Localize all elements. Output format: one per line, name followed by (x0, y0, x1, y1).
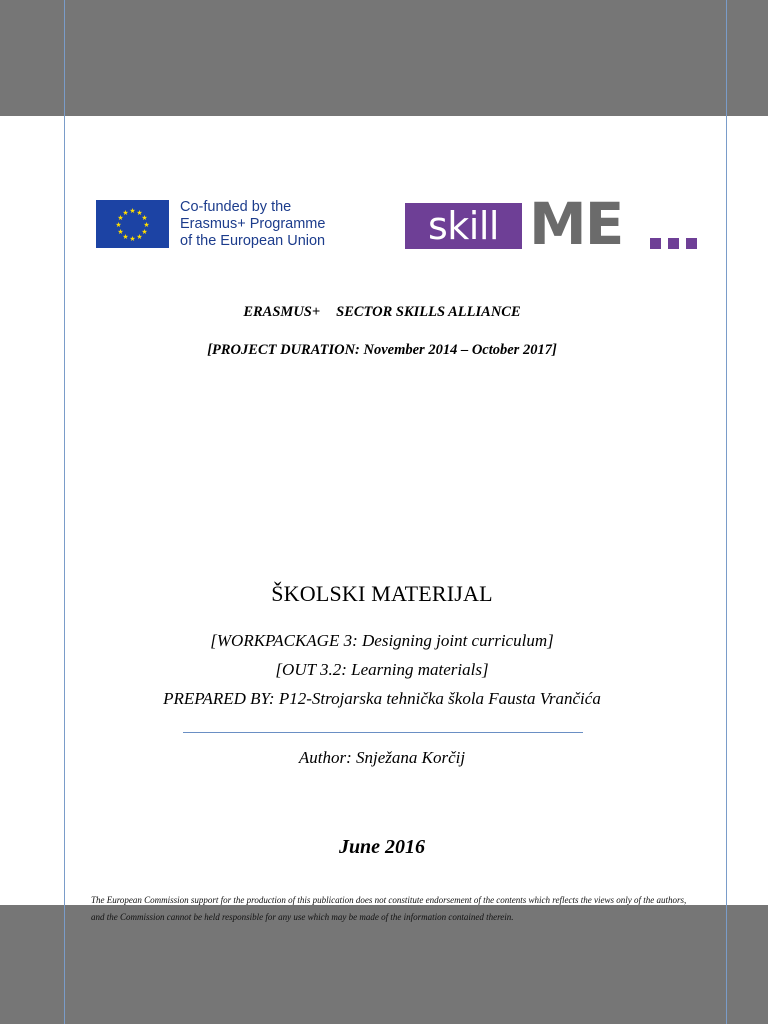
svg-text:★: ★ (115, 221, 122, 229)
divider-line (183, 732, 583, 733)
eu-text-line2: Erasmus+ Programme (180, 216, 326, 232)
eu-text-line1: Co-funded by the (180, 199, 292, 215)
ec-disclaimer: The European Commission support for the production of this publication does not constitute endorsement of the contents which reflects the views only of the authors, and the Commission cannot be held responsible for any use which may be made of the information contained therein. (91, 895, 687, 922)
project-duration: [PROJECT DURATION: November 2014 – October 2017] (207, 342, 557, 358)
skillme-logo-skill: skill (405, 203, 522, 249)
svg-text:★: ★ (141, 228, 148, 236)
page-border-right-outer (726, 0, 727, 1024)
svg-text:★: ★ (141, 214, 148, 222)
svg-text:★: ★ (136, 233, 143, 241)
svg-text:★: ★ (129, 207, 136, 215)
page-border-left-outer (64, 0, 65, 1024)
program-name: ERASMUS+ (243, 304, 321, 320)
program-line (74, 304, 690, 321)
prepared-by-line: PREPARED BY: P12-Strojarska tehnička škola Fausta Vrančića (163, 689, 601, 708)
svg-text:★: ★ (136, 209, 143, 217)
svg-text:★: ★ (122, 209, 129, 217)
skillme-logo-dots-icon (650, 236, 704, 254)
svg-text:★: ★ (117, 228, 124, 236)
svg-text:★: ★ (143, 221, 150, 229)
author-line: Author: Snježana Korčij (298, 748, 466, 767)
output-line: [OUT 3.2: Learning materials] (275, 660, 489, 679)
eu-cofunded-text (180, 199, 325, 250)
document-title: ŠKOLSKI MATERIJAL (271, 581, 493, 606)
eu-text-line3: of the European Union (180, 233, 326, 249)
workpackage-line: [WORKPACKAGE 3: Designing joint curriculum] (210, 631, 554, 650)
eu-flag-icon (96, 200, 169, 248)
publication-date: June 2016 (338, 836, 426, 858)
document-page (74, 0, 717, 1024)
page-header-shade (74, 0, 717, 116)
alliance-name: SECTOR SKILLS ALLIANCE (336, 304, 521, 320)
svg-text:★: ★ (122, 233, 129, 241)
svg-text:★: ★ (129, 235, 136, 243)
svg-text:★: ★ (117, 214, 124, 222)
skillme-logo-me: ME (529, 190, 623, 258)
